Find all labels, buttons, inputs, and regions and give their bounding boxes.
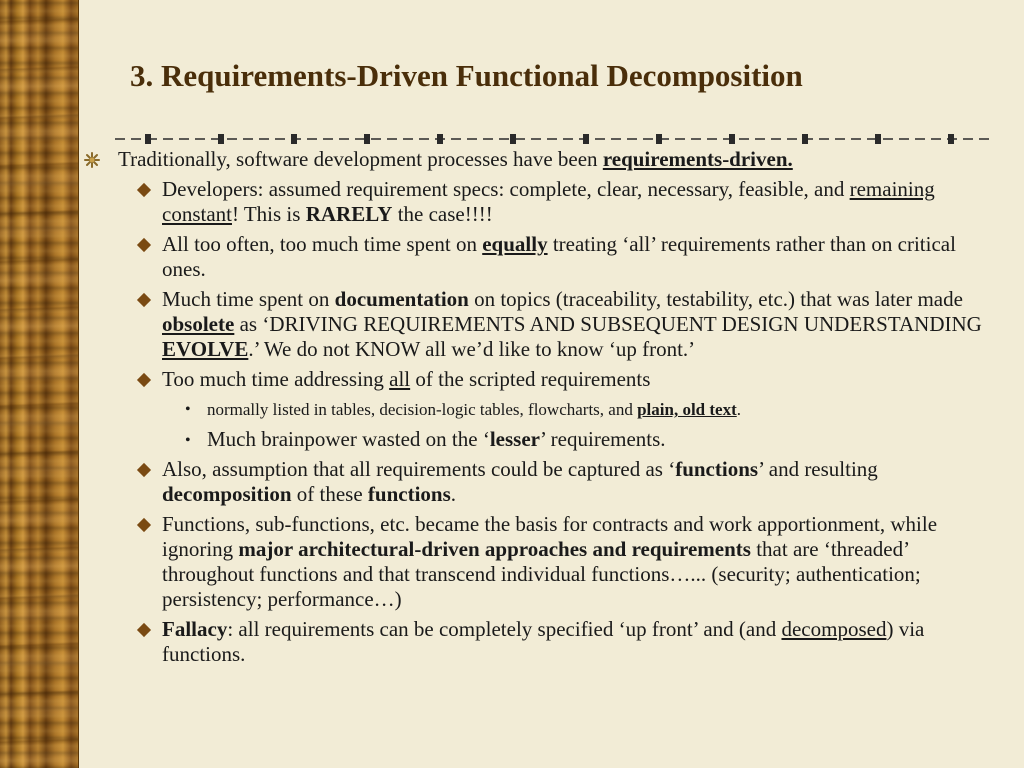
text: . <box>736 400 741 419</box>
divider-marker <box>583 134 589 144</box>
bold-text: documentation <box>334 287 469 311</box>
text: ’ requirements. <box>540 427 666 451</box>
text: the case!!!! <box>392 202 493 226</box>
text: Much brainpower wasted on the ‘ <box>207 427 490 451</box>
underlined-text: decomposed <box>781 617 887 641</box>
bold-text: RARELY <box>305 202 393 226</box>
intro-bullet <box>84 147 1004 172</box>
diamond-bullet-icon <box>137 373 151 387</box>
divider-marker <box>291 134 297 144</box>
text: Too much time addressing <box>162 367 390 391</box>
text: All too often, too much time spent on <box>162 232 483 256</box>
underlined-text: remaining constant <box>162 177 935 226</box>
divider-marker <box>729 134 735 144</box>
wood-texture-sidebar <box>0 0 79 768</box>
text: Much time spent on <box>162 287 335 311</box>
bullet-documentation <box>84 287 1004 362</box>
bold-text: Fallacy <box>162 617 228 641</box>
diamond-bullet-icon <box>137 518 151 532</box>
divider-marker <box>802 134 808 144</box>
text: normally listed in tables, decision-logic tables, flowcharts, and <box>207 400 638 419</box>
slide-body <box>84 147 1004 667</box>
divider-marker <box>364 134 370 144</box>
diamond-bullet-icon <box>137 293 151 307</box>
text: : all requirements can be completely specified ‘up front’ and (and <box>227 617 782 641</box>
text: of the scripted requirements <box>410 367 651 391</box>
bullet-fallacy <box>84 617 1004 667</box>
text: that are ‘threaded’ throughout functions and that transcend individual functions…... (security; authentication; persistency; performance…) <box>162 537 921 611</box>
intro-text: Traditionally, software development processes have been <box>118 147 603 171</box>
bold-underlined-text: EVOLVE <box>162 337 249 361</box>
divider-marker <box>875 134 881 144</box>
sub-bullet-tables <box>84 397 1004 422</box>
divider-marker <box>218 134 224 144</box>
text: on topics (traceability, testability, etc.) that was later made <box>468 287 963 311</box>
bold-underlined-text: plain, old text <box>637 400 737 419</box>
bold-text: lesser <box>489 427 540 451</box>
diamond-bullet-icon <box>137 623 151 637</box>
bullet-too-much-time <box>84 367 1004 392</box>
bullet-too-often <box>84 232 1004 282</box>
bold-text: functions <box>367 482 451 506</box>
text: of these <box>291 482 368 506</box>
bullet-functions-assumption <box>84 457 1004 507</box>
decorative-divider <box>115 133 995 145</box>
diamond-bullet-icon <box>137 238 151 252</box>
asterisk-bullet-icon <box>84 152 100 168</box>
divider-marker <box>656 134 662 144</box>
text: ! This is <box>231 202 306 226</box>
bold-text: decomposition <box>162 482 292 506</box>
diamond-bullet-icon <box>137 463 151 477</box>
bullet-contracts <box>84 512 1004 612</box>
text: .’ We do not KNOW all we’d like to know ‘up front.’ <box>248 337 696 361</box>
text: ) via functions. <box>162 617 925 666</box>
text: Also, assumption that all requirements could be captured as ‘ <box>162 457 676 481</box>
divider-marker <box>145 134 151 144</box>
divider-marker <box>510 134 516 144</box>
bullet-developers <box>84 177 1004 227</box>
divider-marker <box>948 134 954 144</box>
dot-bullet-icon: • <box>185 432 191 449</box>
text: treating ‘all’ requirements rather than on critical ones. <box>162 232 956 281</box>
diamond-bullet-icon <box>137 183 151 197</box>
text: Developers: assumed requirement specs: complete, clear, necessary, feasible, and <box>162 177 850 201</box>
text: as ‘DRIVING REQUIREMENTS AND SUBSEQUENT DESIGN UNDERSTANDING <box>234 312 982 336</box>
bold-text: functions <box>675 457 759 481</box>
slide-title: 3. Requirements-Driven Functional Decomposition <box>130 58 803 93</box>
divider-marker <box>437 134 443 144</box>
bold-underlined-text: obsolete <box>162 312 235 336</box>
bold-underlined-text: equally <box>482 232 548 256</box>
sub-bullet-brainpower <box>84 427 1004 452</box>
underlined-text: all <box>389 367 411 391</box>
text: . <box>450 482 457 506</box>
intro-emphasis: requirements-driven. <box>602 147 793 171</box>
text: Functions, sub-functions, etc. became the basis for contracts and work apportionment, while ignoring <box>162 512 938 561</box>
dot-bullet-icon: • <box>185 401 191 418</box>
bold-text: major architectural-driven approaches and requirements <box>238 537 751 561</box>
text: ’ and resulting <box>758 457 878 481</box>
